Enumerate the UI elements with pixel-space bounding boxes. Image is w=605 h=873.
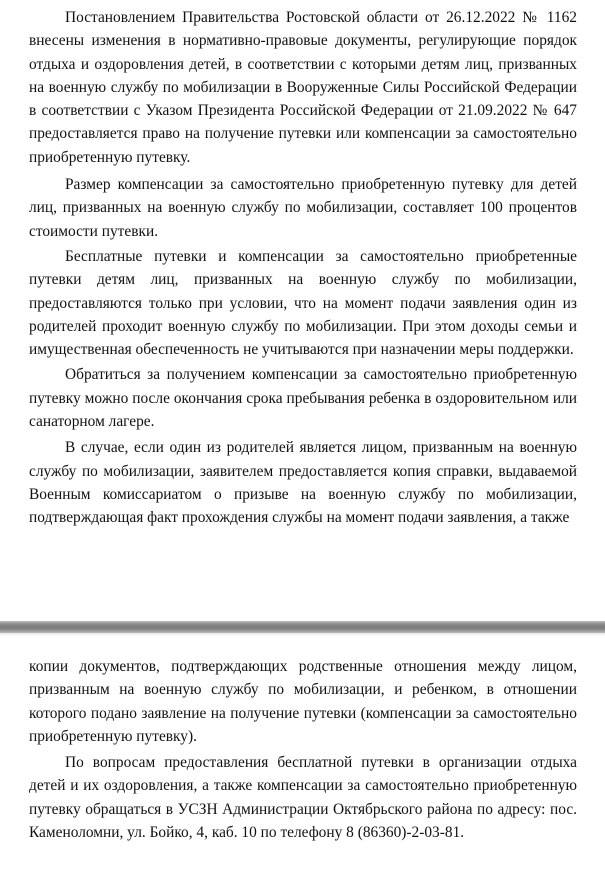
document-sheet-top [29, 6, 577, 530]
paragraph-apply-after-camp: Обратиться за получением компенсации за самостоятельно приобретенную путевку можно после окончания срока пребывания ребенка в оздоровительном или санаторном лагере. [29, 366, 577, 431]
paragraph-continuation-documents: копии документов, подтверждающих родственные отношения между лицом, призванным на военную службу по мобилизации, и ребенком, в отношении которого подано заявление на получение путевки (компенсации за самостоятельно приобретенную путевку). [29, 658, 577, 745]
page-break-shadow [0, 633, 605, 636]
paragraph-free-vouchers: Бесплатные путевки и компенсации за самостоятельно приобретенные путевки детям лиц, призванных на военную службу по мобилизации, предоставляются только при условии, что на момент подачи заявления один из родителей проходит военную службу по мобилизации. При этом доходы семьи и имущественная обеспеченность не учитываются при назначении меры поддержки. [29, 247, 577, 359]
page-break-divider [0, 621, 605, 633]
paragraph-compensation-amount: Размер компенсации за самостоятельно приобретенную путевку для детей лиц, призванных на военную службу по мобилизации, составляет 100 процентов стоимости путевки. [29, 176, 577, 240]
paragraph-required-documents: В случае, если один из родителей является лицом, призванным на военную службу по мобилизации, заявителем предоставляется копия справки, выдаваемой Военным комиссариатом о призыве на военную службу по мобилизации, подтверждающая факт прохождения службы на момент подачи заявления, а также [29, 439, 577, 527]
document-sheet-bottom [29, 655, 577, 844]
paragraph-resolution: Постановлением Правительства Ростовской области от 26.12.2022 № 1162 внесены изменения в нормативно-правовые документы, регулирующие порядок отдыха и оздоровления детей, в соответствии с которыми детям лиц, призванных на военную службу по мобилизации в Вооруженные Силы Российской Федерации в соответствии с Указом Президента Российской Федерации от 21.09.2022 № 647 предоставляется право на получение путевки или компенсации за самостоятельно приобретенную путевку. [29, 9, 577, 166]
paragraph-contact-info: По вопросам предоставления бесплатной путевки в организации отдыха детей и их оздоровления, а также компенсации за самостоятельно приобретенную путевку обращаться в УСЗН Администрации Октябрьского района по адресу: пос. Каменоломни, ул. Бойко, 4, каб. 10 по телефону 8 (86360)-2-03-81. [29, 754, 577, 842]
